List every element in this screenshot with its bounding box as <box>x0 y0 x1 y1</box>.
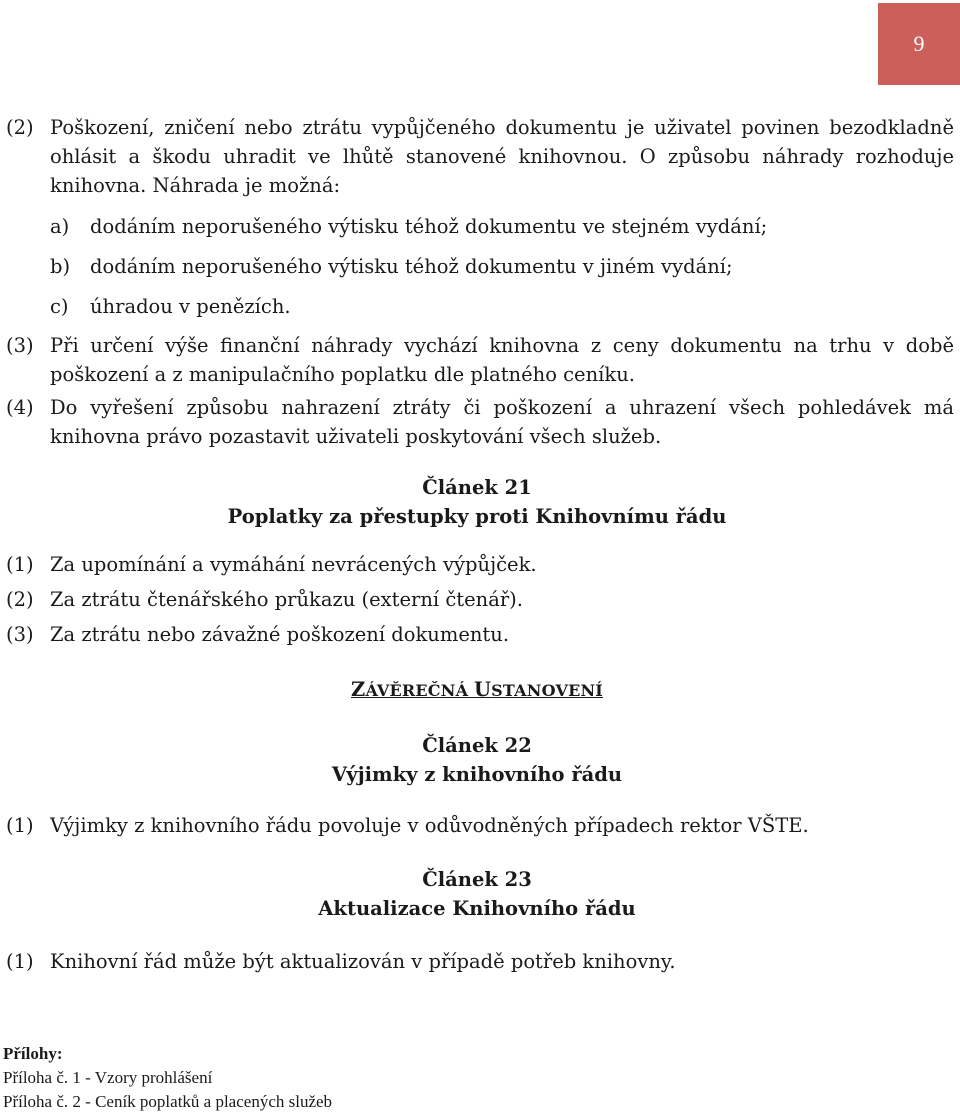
paragraph-text: Při určení výše finanční náhrady vychází knihovna z ceny dokumentu na trhu v době poškození a z manipulačního poplatku dle platného ceníku. <box>50 334 954 386</box>
heading-initial: Z <box>351 678 366 701</box>
list-item <box>0 585 954 614</box>
article-title: Aktualizace Knihovního řádu <box>318 897 636 920</box>
attachments <box>3 1042 332 1114</box>
list-item <box>0 620 954 649</box>
article-23-heading <box>0 865 954 923</box>
list-marker: c) <box>50 295 69 318</box>
paragraph-number: (1) <box>6 950 34 973</box>
paragraph-text: Poškození, zničení nebo ztrátu vypůjčeného dokumentu je uživatel povinen bezodkladně ohlásit a škodu uhradit ve lhůtě stanovené knihovnou. O způsobu náhrady rozhoduje knihovna. Náhrada je možná: <box>50 116 954 197</box>
page-number: 9 <box>913 31 925 56</box>
attachments-title: Přílohy: <box>3 1044 63 1063</box>
paragraph-text: Výjimky z knihovního řádu povoluje v odůvodněných případech rektor VŠTE. <box>50 814 809 837</box>
list-item <box>0 811 954 840</box>
paragraph-text: Do vyřešení způsobu nahrazení ztráty či poškození a uhrazení všech pohledávek má knihovna právo pozastavit uživateli poskytování všech služeb. <box>50 396 954 448</box>
attachment-item: Příloha č. 1 - Vzory prohlášení <box>3 1068 213 1087</box>
final-provisions-heading <box>0 675 954 705</box>
compensation-options-list <box>50 212 954 321</box>
article-22-heading <box>0 731 954 789</box>
list-item <box>0 550 954 579</box>
article-21-heading <box>0 473 954 531</box>
article-number: Článek 23 <box>422 868 532 891</box>
paragraph-4 <box>0 393 954 451</box>
list-item <box>50 212 954 241</box>
list-item <box>50 252 954 281</box>
paragraph-number: (3) <box>6 623 34 646</box>
paragraph-number: (1) <box>6 814 34 837</box>
list-item <box>0 947 954 976</box>
list-marker: a) <box>50 215 70 238</box>
list-item <box>50 292 954 321</box>
list-item-text: úhradou v penězích. <box>90 295 291 318</box>
paragraph-text: Knihovní řád může být aktualizován v případě potřeb knihovny. <box>50 950 676 973</box>
paragraph-text: Za upomínání a vymáhání nevrácených výpůjček. <box>50 553 537 576</box>
heading-rest: STANOVENÍ <box>491 681 603 700</box>
article-number: Článek 21 <box>422 476 532 499</box>
paragraph-3 <box>0 331 954 389</box>
attachment-item: Příloha č. 2 - Ceník poplatků a placených služeb <box>3 1092 333 1111</box>
paragraph-2 <box>0 113 954 200</box>
page-number-badge <box>878 3 960 85</box>
article-21-paragraphs <box>0 550 954 649</box>
heading-rest: ÁVĚREČNÁ <box>365 681 474 700</box>
heading-initial: U <box>473 678 492 701</box>
article-number: Článek 22 <box>422 734 532 757</box>
paragraph-number: (3) <box>6 334 34 357</box>
article-title: Poplatky za přestupky proti Knihovnímu řádu <box>227 505 727 528</box>
paragraph-number: (2) <box>6 588 34 611</box>
paragraph-text: Za ztrátu čtenářského průkazu (externí čtenář). <box>50 588 523 611</box>
paragraph-number: (4) <box>6 396 34 419</box>
paragraph-number: (1) <box>6 553 34 576</box>
list-marker: b) <box>50 255 71 278</box>
paragraph-text: Za ztrátu nebo závažné poškození dokumentu. <box>50 623 510 646</box>
list-item-text: dodáním neporušeného výtisku téhož dokumentu v jiném vydání; <box>90 255 733 278</box>
list-item-text: dodáním neporušeného výtisku téhož dokumentu ve stejném vydání; <box>90 215 768 238</box>
document-body <box>0 113 954 976</box>
paragraph-number: (2) <box>6 116 34 139</box>
article-title: Výjimky z knihovního řádu <box>331 763 623 786</box>
